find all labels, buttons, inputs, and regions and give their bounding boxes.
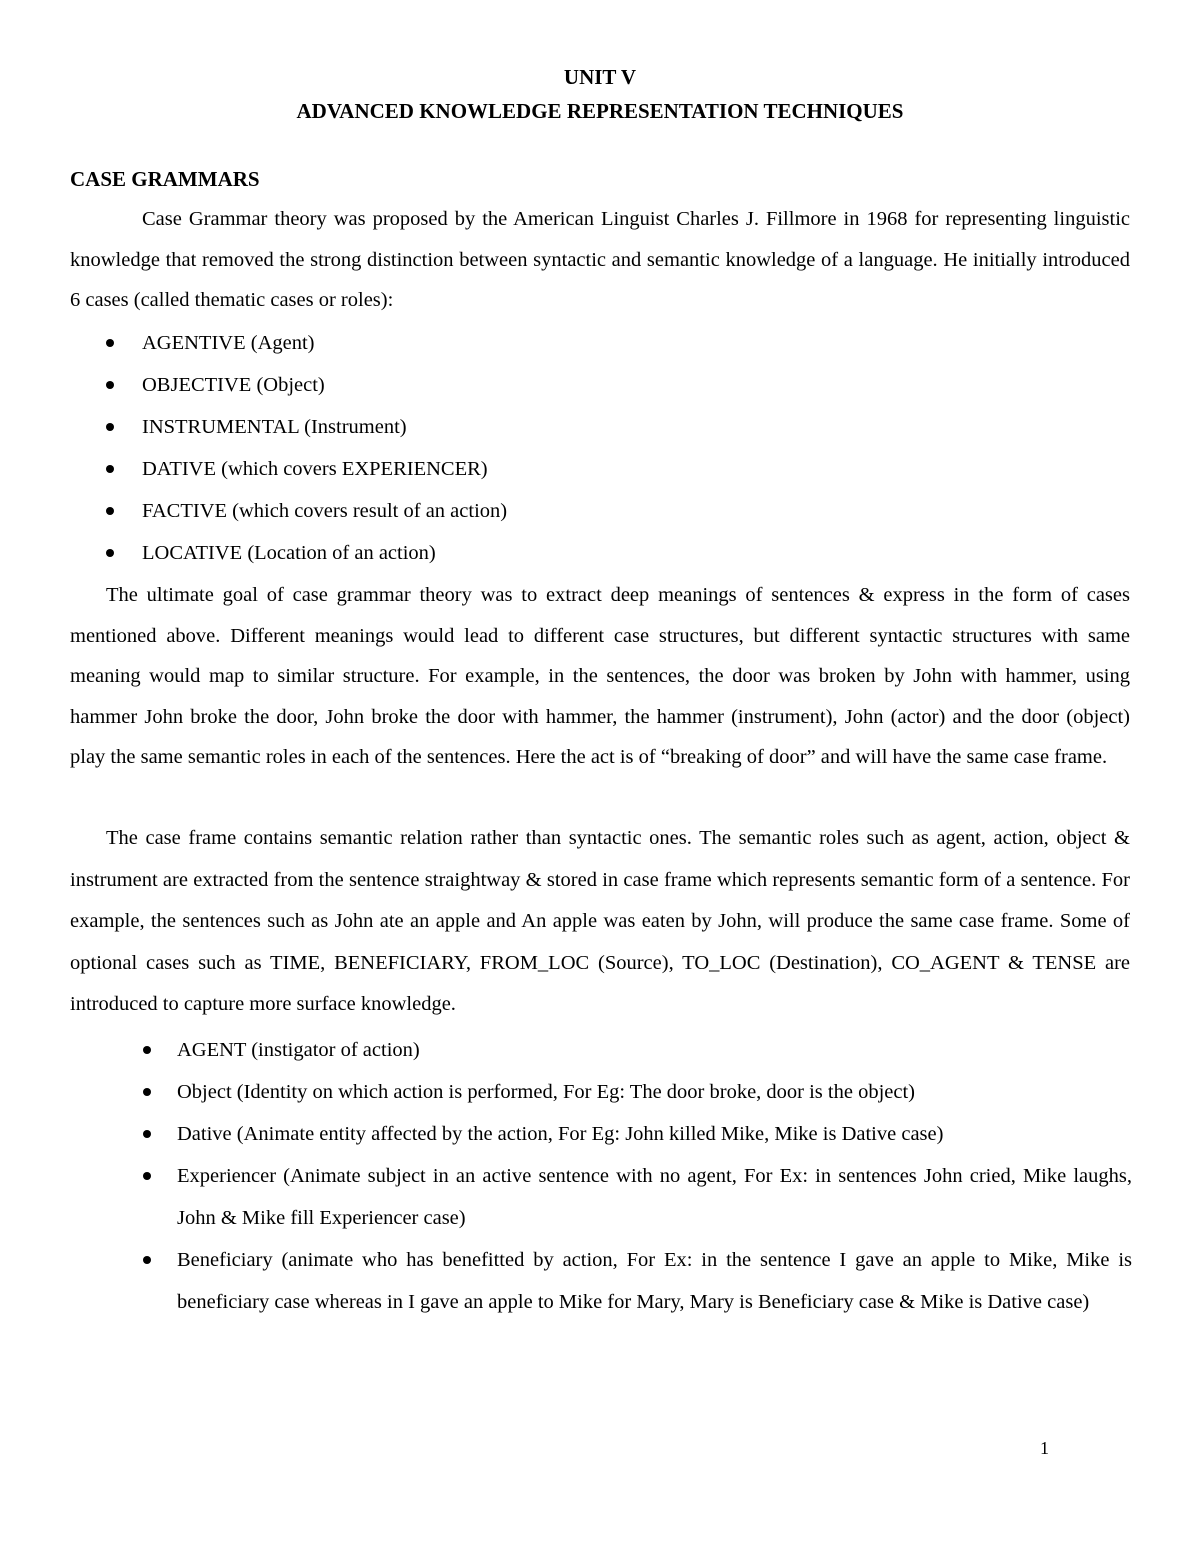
bullet-icon <box>143 1088 151 1096</box>
list-item-text: LOCATIVE (Location of an action) <box>142 542 436 564</box>
page-number: 1 <box>1040 1438 1049 1458</box>
section-heading: CASE GRAMMARS <box>70 167 260 191</box>
bullet-icon <box>143 1130 151 1138</box>
list-item <box>142 448 1132 490</box>
list-item <box>177 1113 1132 1155</box>
list-item <box>142 532 1132 574</box>
list-item-text: Beneficiary (animate who has benefitted by action, For Ex: in the sentence I gave an apple to Mike, Mike is beneficiary case whereas in I gave an apple to Mike for Mary, Mary is Beneficiary case & Mike is Dative case) <box>177 1249 1132 1313</box>
list-item-text: Object (Identity on which action is performed, For Eg: The door broke, door is the object) <box>177 1081 915 1103</box>
list-item <box>142 490 1132 532</box>
semantic-roles-list <box>177 1029 1132 1323</box>
list-item <box>177 1155 1132 1239</box>
list-item-text: AGENT (instigator of action) <box>177 1039 420 1061</box>
unit-title: UNIT V <box>563 65 637 89</box>
list-item-text: OBJECTIVE (Object) <box>142 374 325 396</box>
list-item-text: Dative (Animate entity affected by the action, For Eg: John killed Mike, Mike is Dative case) <box>177 1123 944 1145</box>
list-item-text: FACTIVE (which covers result of an action) <box>142 500 508 522</box>
list-item-text: Experiencer (Animate subject in an active sentence with no agent, For Ex: in sentences John cried, Mike laughs, John & Mike fill Experiencer case) <box>177 1165 1132 1229</box>
list-item-text: AGENTIVE (Agent) <box>142 332 315 354</box>
bullet-icon <box>106 423 114 431</box>
bullet-icon <box>143 1046 151 1054</box>
intro-paragraph: Case Grammar theory was proposed by the American Linguist Charles J. Fillmore in 1968 for representing linguistic knowledge that removed the strong distinction between syntactic and semantic knowledge of a language. He initially introduced 6 cases (called thematic cases or roles): <box>70 208 1130 311</box>
document-title: ADVANCED KNOWLEDGE REPRESENTATION TECHNIQUES <box>296 99 904 123</box>
list-item <box>142 364 1132 406</box>
list-item <box>142 406 1132 448</box>
list-item-text: DATIVE (which covers EXPERIENCER) <box>142 458 488 480</box>
list-item <box>177 1029 1132 1071</box>
bullet-icon <box>106 507 114 515</box>
bullet-icon <box>106 381 114 389</box>
bullet-icon <box>106 339 114 347</box>
list-item <box>177 1071 1132 1113</box>
list-item-text: INSTRUMENTAL (Instrument) <box>142 416 407 438</box>
bullet-icon <box>143 1172 151 1180</box>
bullet-icon <box>143 1256 151 1264</box>
list-item <box>142 322 1132 364</box>
bullet-icon <box>106 465 114 473</box>
list-item <box>177 1239 1132 1323</box>
goal-paragraph: The ultimate goal of case grammar theory was to extract deep meanings of sentences & express in the form of cases mentioned above. Different meanings would lead to different case structures, but different syntactic structures with same meaning would map to similar structure. For example, in the sentences, the door was broken by John with hammer, using hammer John broke the door, John broke the door with hammer, the hammer (instrument), John (actor) and the door (object) play the same semantic roles in each of the sentences. Here the act is of “breaking of door” and will have the same case frame. <box>70 584 1130 768</box>
bullet-icon <box>106 549 114 557</box>
case-frame-paragraph: The case frame contains semantic relation rather than syntactic ones. The semantic roles such as agent, action, object & instrument are extracted from the sentence straightway & stored in case frame which represents semantic form of a sentence. For example, the sentences such as John ate an apple and An apple was eaten by John, will produce the same case frame. Some of optional cases such as TIME, BENEFICIARY, FROM_LOC (Source), TO_LOC (Destination), CO_AGENT & TENSE are introduced to capture more surface knowledge. <box>70 827 1130 1015</box>
thematic-cases-list <box>142 322 1132 574</box>
